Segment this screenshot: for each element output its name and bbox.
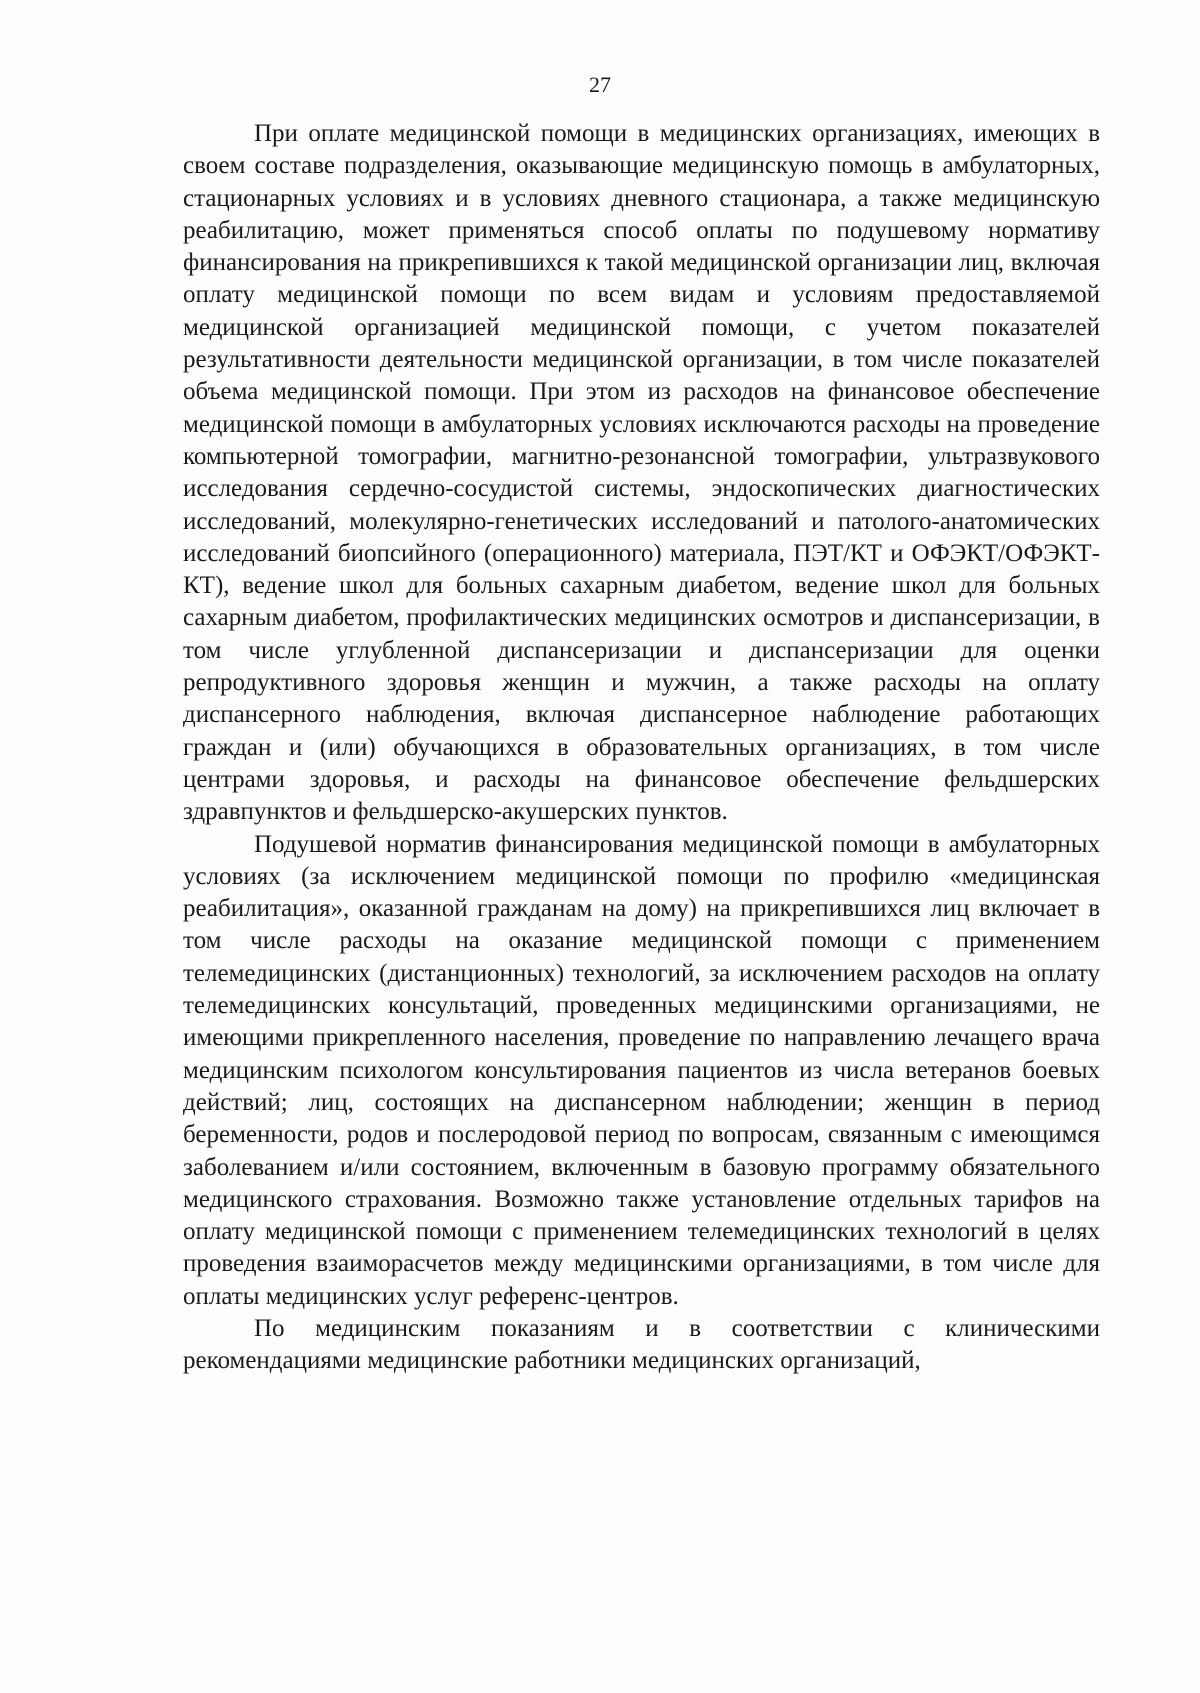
page-number: 27 [589,72,611,97]
paragraph-medical-indications: По медицинским показаниям и в соответствии с клиническими рекомендациями медицинские работники медицинских организаций, [183,1314,1100,1375]
paragraph-payment-methods: При оплате медицинской помощи в медицинских организациях, имеющих в своем составе подразделения, оказывающие медицинскую помощь в амбулаторных, стационарных условиях и в условиях дневного стационара, а также медицинскую реабилитацию, может применяться способ оплаты по подушевому нормативу финансирования на прикрепившихся к такой медицинской организации лиц, включая оплату медицинской помощи по всем видам и условиям предоставляемой медицинской организацией медицинской помощи, с учетом показателей результативности деятельности медицинской организации, в том числе показателей объема медицинской помощи. При этом из расходов на финансовое обеспечение медицинской помощи в амбулаторных условиях исключаются расходы на проведение компьютерной томографии, магнитно-резонансной томографии, ультразвукового исследования сердечно-сосудистой системы, эндоскопических диагностических исследований, молекулярно-генетических исследований и патолого-анатомических исследований биопсийного (операционного) материала, ПЭТ/КТ и ОФЭКТ/ОФЭКТ-КТ), ведение школ для больных сахарным диабетом, ведение школ для больных сахарным диабетом, профилактических медицинских осмотров и диспансеризации, в том числе углубленной диспансеризации и диспансеризации для оценки репродуктивного здоровья женщин и мужчин, а также расходы на оплату диспансерного наблюдения, включая диспансерное наблюдение работающих граждан и (или) обучающихся в образовательных организациях, в том числе центрами здоровья, и расходы на финансовое обеспечение фельдшерских здравпунктов и фельдшерско-акушерских пунктов. [183,120,1100,826]
paragraph-per-capita-norm: Подушевой норматив финансирования медицинской помощи в амбулаторных условиях (за исключением медицинской помощи по профилю «медицинская реабилитация», оказанной гражданам на дому) на прикрепившихся лиц включает в том числе расходы на оказание медицинской помощи с применением телемедицинских (дистанционных) технологий, за исключением расходов на оплату телемедицинских консультаций, проведенных медицинскими организациями, не имеющими прикрепленного населения, проведение по направлению лечащего врача медицинским психологом консультирования пациентов из числа ветеранов боевых действий; лиц, состоящих на диспансерном наблюдении; женщин в период беременности, родов и послеродовой период по вопросам, связанным с имеющимся заболеванием и/или состоянием, включенным в базовую программу обязательного медицинского страхования. Возможно также установление отдельных тарифов на оплату медицинской помощи с применением телемедицинских технологий в целях проведения взаиморасчетов между медицинскими организациями, в том числе для оплаты медицинских услуг референс-центров. [183,830,1100,1310]
document-body [183,118,1100,1378]
